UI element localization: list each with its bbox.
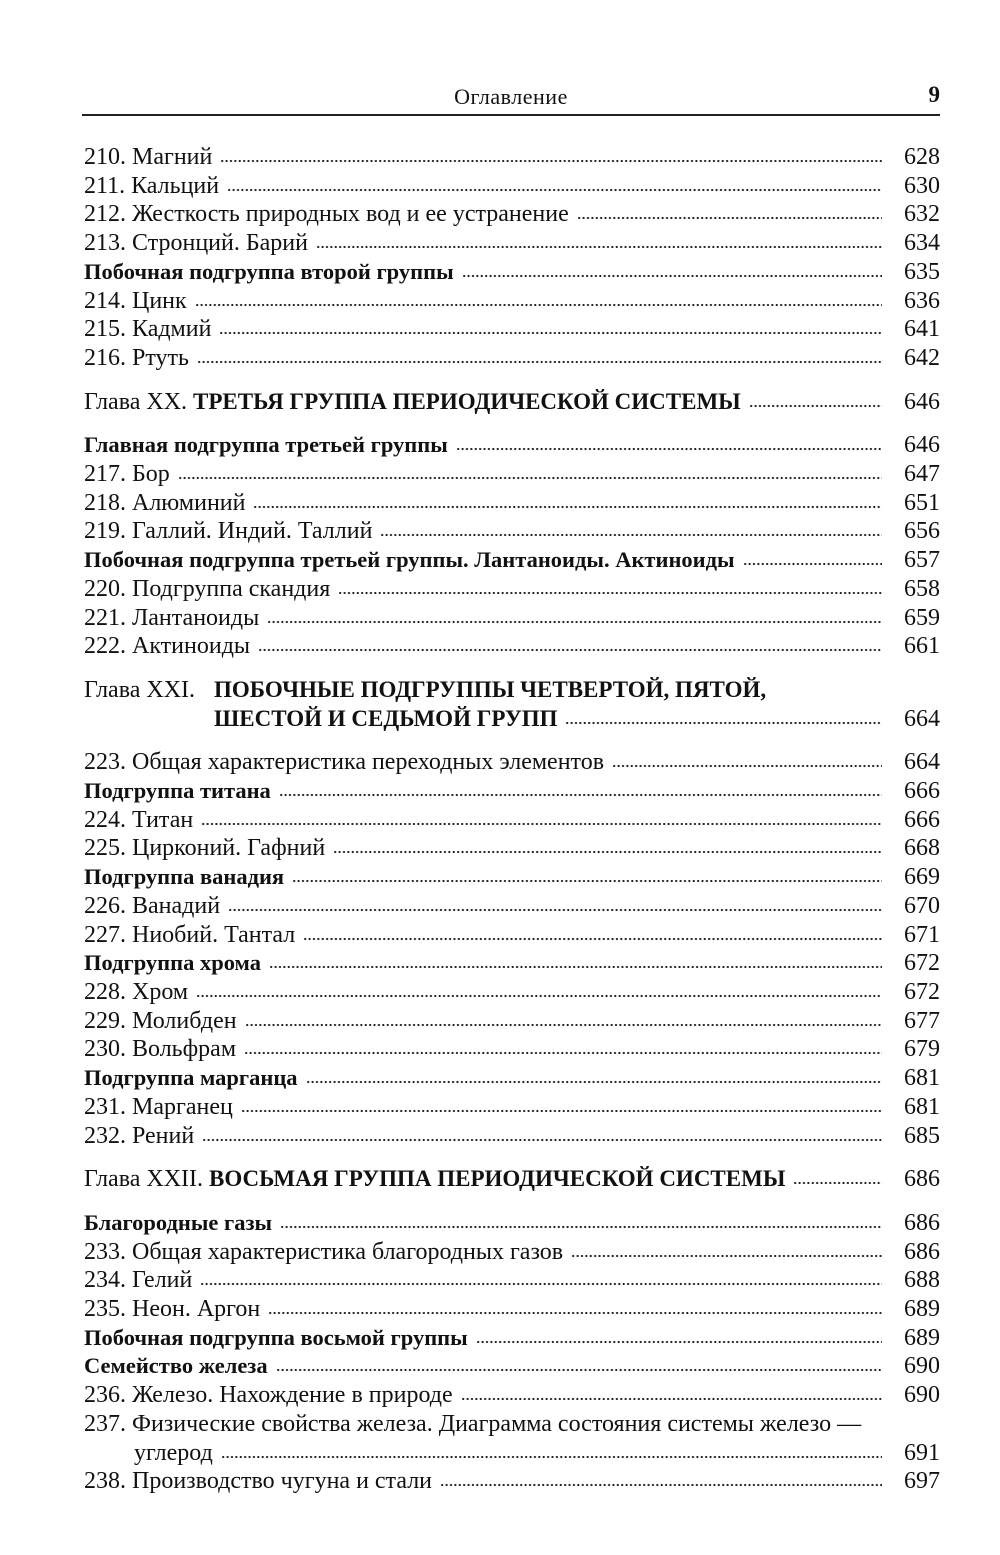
page-number: 672 — [904, 950, 940, 977]
dot-leader — [200, 1281, 882, 1287]
page-number: 659 — [904, 604, 940, 631]
chapter-heading[interactable] — [84, 1165, 940, 1194]
chapter-title: ТРЕТЬЯ ГРУППА ПЕРИОДИЧЕСКОЙ СИСТЕМЫ — [193, 388, 741, 414]
toc-entry[interactable] — [84, 460, 940, 489]
dot-leader — [220, 158, 882, 164]
entry-title: 215. Кадмий — [84, 316, 212, 343]
toc-entry[interactable] — [84, 575, 940, 604]
page-number: 679 — [904, 1036, 940, 1063]
dot-leader — [306, 1079, 882, 1085]
toc-entry[interactable] — [84, 344, 940, 373]
entry-title: 211. Кальций — [84, 172, 220, 199]
chapter-title: ПОБОЧНЫЕ ПОДГРУППЫ ЧЕТВЕРТОЙ, ПЯТОЙ, — [214, 676, 767, 702]
chapter-heading[interactable] — [84, 388, 940, 417]
toc-block — [84, 1467, 940, 1496]
dot-leader — [612, 763, 882, 769]
dot-leader — [462, 273, 882, 279]
page-number: 634 — [904, 230, 940, 257]
toc-entry[interactable] — [84, 1238, 940, 1267]
page-number: 672 — [904, 978, 940, 1005]
toc-entry[interactable] — [84, 978, 940, 1007]
entry-title: 226. Ванадий — [84, 892, 221, 919]
toc-entry[interactable] — [84, 748, 940, 777]
page-number: 651 — [904, 489, 940, 516]
toc-entry[interactable] — [84, 1381, 940, 1410]
dot-leader — [258, 647, 882, 653]
page-number: 642 — [904, 344, 940, 371]
toc-section-heading[interactable] — [84, 1064, 940, 1093]
entry-title: 217. Бор — [84, 461, 170, 488]
toc-section-heading[interactable] — [84, 431, 940, 460]
dot-leader — [793, 1180, 882, 1186]
entry-title: Побочная подгруппа восьмой группы — [84, 1324, 468, 1350]
dot-leader — [380, 532, 882, 538]
dot-leader — [269, 964, 882, 970]
page-number: 664 — [904, 705, 940, 732]
entry-title: Семейство железа — [84, 1353, 268, 1379]
dot-leader — [565, 720, 882, 726]
toc-entry[interactable] — [84, 921, 940, 950]
entry-title: 214. Цинк — [84, 287, 187, 314]
page-number: 630 — [904, 172, 940, 199]
dot-leader — [292, 878, 882, 884]
toc-entry[interactable] — [84, 892, 940, 921]
toc-entry[interactable] — [84, 1295, 940, 1324]
page-number: 681 — [904, 1093, 940, 1120]
toc-entry[interactable] — [84, 1266, 940, 1295]
page-number: 686 — [904, 1209, 940, 1236]
toc-entry[interactable] — [84, 1467, 940, 1496]
dot-leader — [571, 1253, 882, 1259]
entry-title: 233. Общая характеристика благородных газов — [84, 1238, 564, 1265]
entry-title: 216. Ртуть — [84, 344, 189, 371]
entry-title: Подгруппа ванадия — [84, 864, 285, 890]
entry-title: Благородные газы — [84, 1209, 273, 1235]
page-number: 691 — [904, 1439, 940, 1466]
dot-leader — [440, 1482, 882, 1488]
page-number: 656 — [904, 518, 940, 545]
page-number: 697 — [904, 1468, 940, 1495]
page-number: 686 — [904, 1166, 940, 1193]
page-number: 686 — [904, 1238, 940, 1265]
dot-leader — [201, 821, 882, 827]
toc-section-heading[interactable] — [84, 546, 940, 575]
page-number: 666 — [904, 806, 940, 833]
dot-leader — [227, 187, 882, 193]
entry-title: 210. Магний — [84, 144, 213, 170]
page-number: 689 — [904, 1324, 940, 1351]
chapter-title-continued: ШЕСТОЙ И СЕДЬМОЙ ГРУПП — [214, 705, 558, 731]
page-number: 690 — [904, 1382, 940, 1409]
dot-leader — [333, 849, 882, 855]
toc-block — [84, 1209, 940, 1410]
entry-title: 231. Марганец — [84, 1093, 233, 1120]
toc-entry[interactable] — [84, 172, 940, 201]
page-number: 646 — [904, 432, 940, 459]
toc-entry[interactable] — [84, 1007, 940, 1036]
entry-title-continued: углерод — [134, 1439, 213, 1466]
toc-section-heading[interactable] — [84, 863, 940, 892]
dot-leader — [577, 215, 882, 221]
entry-title: Побочная подгруппа третьей группы. Лантаноиды. Актиноиды — [84, 547, 735, 573]
toc-entry[interactable] — [84, 1410, 940, 1467]
chapter-label: Глава XXI. — [84, 676, 196, 703]
dot-leader — [195, 302, 882, 308]
toc-entry[interactable] — [84, 604, 940, 633]
dot-leader — [228, 907, 882, 913]
dot-leader — [276, 1367, 882, 1373]
table-of-contents — [84, 143, 940, 1496]
entry-title: 235. Неон. Аргон — [84, 1296, 261, 1323]
toc-entry[interactable] — [84, 489, 940, 518]
entry-title: 220. Подгруппа скандия — [84, 575, 331, 602]
dot-leader — [241, 1108, 882, 1114]
dot-leader — [245, 1022, 882, 1028]
page-number: 661 — [904, 633, 940, 660]
chapter-title: ВОСЬМАЯ ГРУППА ПЕРИОДИЧЕСКОЙ СИСТЕМЫ — [209, 1166, 786, 1192]
toc-entry[interactable] — [84, 806, 940, 835]
entry-title: 238. Производство чугуна и стали — [84, 1468, 433, 1495]
page-number: 690 — [904, 1353, 940, 1380]
page-number: 628 — [904, 144, 940, 170]
page-number: 685 — [904, 1122, 940, 1149]
entry-title: 213. Стронций. Барий — [84, 230, 308, 257]
page-number: 670 — [904, 892, 940, 919]
page-number: 666 — [904, 778, 940, 805]
page-number: 635 — [904, 258, 940, 285]
dot-leader — [221, 1454, 882, 1460]
toc-section-heading[interactable] — [84, 258, 940, 287]
toc-section-heading[interactable] — [84, 777, 940, 806]
dot-leader — [338, 590, 882, 596]
toc-section-heading[interactable] — [84, 949, 940, 978]
dot-leader — [456, 446, 882, 452]
page-number: 688 — [904, 1267, 940, 1294]
chapter-label: Глава XXII. — [84, 1166, 204, 1193]
toc-entry[interactable] — [84, 287, 940, 316]
page-number: 664 — [904, 749, 940, 776]
entry-title: 227. Ниобий. Тантал — [84, 921, 296, 948]
entry-title: 230. Вольфрам — [84, 1036, 237, 1063]
dot-leader — [202, 1137, 882, 1143]
toc-section-heading[interactable] — [84, 1324, 940, 1353]
chapter-heading[interactable] — [84, 676, 940, 733]
page-number: 671 — [904, 921, 940, 948]
entry-title: 237. Физические свойства железа. Диаграмма состояния системы железо — — [84, 1410, 862, 1437]
toc-block — [84, 431, 940, 661]
running-page-number: 9 — [928, 82, 940, 107]
toc-entry[interactable] — [84, 1122, 940, 1151]
dot-leader — [279, 792, 882, 798]
chapter-label: Глава XX. — [84, 388, 188, 415]
toc-entry[interactable] — [84, 229, 940, 258]
entry-title: 234. Гелий — [84, 1267, 193, 1294]
page-number: 636 — [904, 287, 940, 314]
dot-leader — [197, 359, 882, 365]
toc-entry[interactable] — [84, 517, 940, 546]
page-number: 647 — [904, 461, 940, 488]
page-number: 669 — [904, 864, 940, 891]
dot-leader — [316, 244, 882, 250]
toc-entry[interactable] — [84, 632, 940, 661]
page-number: 657 — [904, 547, 940, 574]
toc-entry[interactable] — [84, 315, 940, 344]
dot-leader — [219, 330, 882, 336]
page-number: 677 — [904, 1007, 940, 1034]
page-number: 658 — [904, 575, 940, 602]
entry-title: Подгруппа марганца — [84, 1065, 298, 1091]
dot-leader — [476, 1339, 882, 1345]
dot-leader — [743, 561, 882, 567]
dot-leader — [280, 1224, 882, 1230]
page-number: 668 — [904, 835, 940, 862]
page-number: 646 — [904, 388, 940, 415]
entry-title: 228. Хром — [84, 978, 189, 1005]
page-number: 689 — [904, 1296, 940, 1323]
toc-entry[interactable] — [84, 834, 940, 863]
dot-leader — [303, 936, 882, 942]
dot-leader — [267, 619, 882, 625]
running-title: Оглавление — [454, 84, 568, 109]
page-number: 632 — [904, 201, 940, 228]
entry-title: Главная подгруппа третьей группы — [84, 432, 448, 458]
dot-leader — [749, 403, 882, 409]
entry-title: 212. Жесткость природных вод и ее устранение — [84, 201, 569, 228]
entry-title: 223. Общая характеристика переходных элементов — [84, 749, 605, 776]
toc-entry[interactable] — [84, 200, 940, 229]
toc-block — [84, 748, 940, 1150]
entry-title: Подгруппа хрома — [84, 950, 261, 976]
dot-leader — [268, 1310, 882, 1316]
entry-title: 218. Алюминий — [84, 489, 246, 516]
entry-title: 224. Титан — [84, 806, 194, 833]
dot-leader — [253, 504, 882, 510]
running-head — [82, 78, 940, 116]
toc-section-heading[interactable] — [84, 1352, 940, 1381]
entry-title: Подгруппа титана — [84, 778, 271, 804]
toc-entry[interactable] — [84, 143, 940, 172]
entry-title: 225. Цирконий. Гафний — [84, 835, 326, 862]
entry-title: 229. Молибден — [84, 1007, 237, 1034]
entry-title: 219. Галлий. Индий. Таллий — [84, 518, 373, 545]
dot-leader — [461, 1396, 882, 1402]
page-number: 641 — [904, 316, 940, 343]
entry-title: 236. Железо. Нахождение в природе — [84, 1382, 453, 1409]
toc-entry[interactable] — [84, 1093, 940, 1122]
entry-title: 232. Рений — [84, 1122, 195, 1149]
page-number: 681 — [904, 1065, 940, 1092]
entry-title: 222. Актиноиды — [84, 633, 251, 660]
dot-leader — [178, 475, 882, 481]
toc-block — [84, 143, 940, 373]
entry-title: Побочная подгруппа второй группы — [84, 258, 454, 284]
dot-leader — [244, 1050, 882, 1056]
entry-title: 221. Лантаноиды — [84, 604, 260, 631]
toc-section-heading[interactable] — [84, 1209, 940, 1238]
dot-leader — [196, 993, 882, 999]
toc-entry[interactable] — [84, 1035, 940, 1064]
